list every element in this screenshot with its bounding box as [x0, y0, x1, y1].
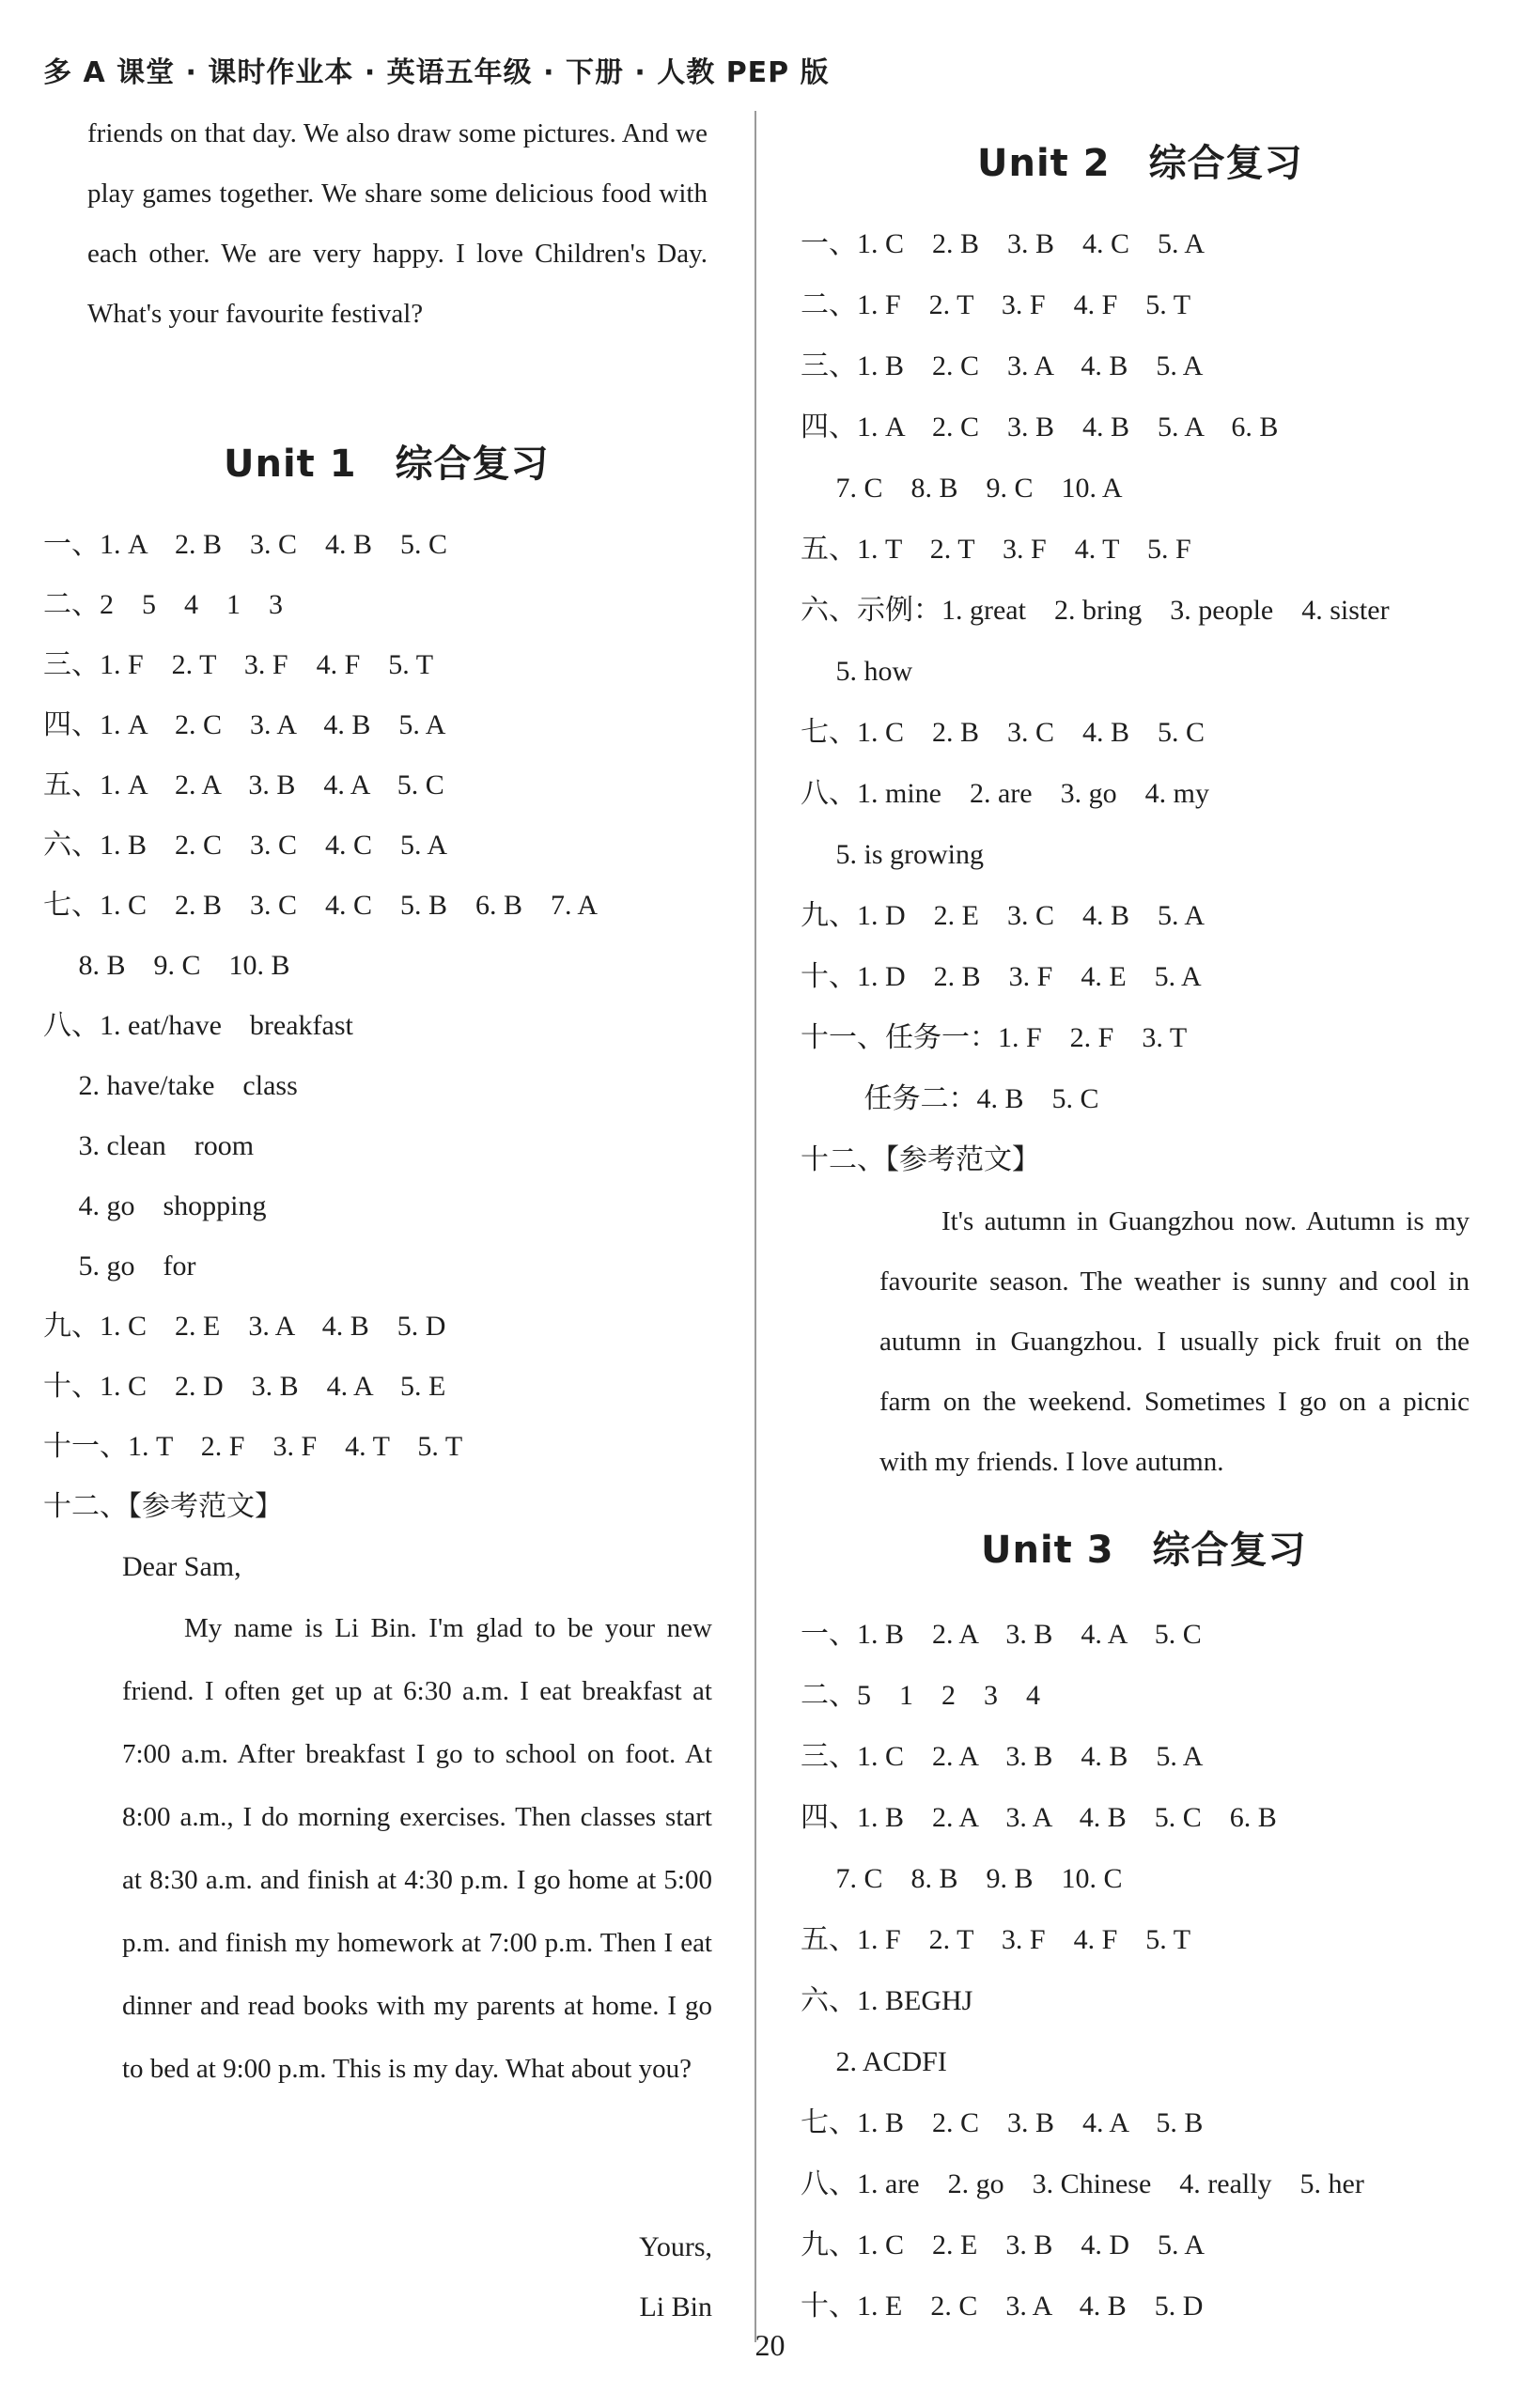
- answer-line: 七、1. B 2. C 3. B 4. A 5. B: [801, 2107, 1204, 2138]
- answer-line: 六、1. BEGHJ: [801, 1985, 973, 2016]
- page-header: 多 A 课堂 · 课时作业本 · 英语五年级 · 下册 · 人教 PEP 版: [43, 56, 830, 89]
- unit3-title: Unit 3 综合复习: [981, 1529, 1307, 1572]
- letter-greeting: Dear Sam,: [122, 1551, 241, 1582]
- answer-line: 2. ACDFI: [801, 2046, 947, 2077]
- answer-line: 十一、1. T 2. F 3. F 4. T 5. T: [43, 1431, 463, 1462]
- answer-line: 7. C 8. B 9. B 10. C: [801, 1863, 1123, 1894]
- answer-line: 三、1. F 2. T 3. F 4. F 5. T: [43, 649, 434, 680]
- answer-line: 二、5 1 2 3 4: [801, 1680, 1040, 1711]
- answer-line: 8. B 9. C 10. B: [43, 950, 290, 981]
- answer-line: 十、1. E 2. C 3. A 4. B 5. D: [801, 2291, 1204, 2322]
- answer-line: 五、1. T 2. T 3. F 4. T 5. F: [801, 534, 1191, 565]
- answer-line: 四、1. A 2. C 3. B 4. B 5. A 6. B: [801, 412, 1279, 443]
- letter-closing: Yours,: [639, 2231, 712, 2262]
- answer-line: 七、1. C 2. B 3. C 4. B 5. C: [801, 717, 1206, 748]
- answer-line: 十二、【参考范文】: [43, 1491, 283, 1522]
- answer-line: 九、1. C 2. E 3. A 4. B 5. D: [43, 1311, 446, 1342]
- answer-line: 7. C 8. B 9. C 10. A: [801, 473, 1123, 504]
- answer-line: 2. have/take class: [43, 1070, 298, 1101]
- answer-line: 三、1. C 2. A 3. B 4. B 5. A: [801, 1741, 1204, 1772]
- intro-essay: friends on that day. We also draw some pictures. And we play games together. We share some delicious food with each other. We are very happy. I love Children's Day. What's your favourite festival?: [87, 118, 708, 329]
- answer-line: 八、1. mine 2. are 3. go 4. my: [801, 778, 1209, 809]
- answer-line: 5. go for: [43, 1251, 196, 1282]
- letter-body: My name is Li Bin. I'm glad to be your new friend. I often get up at 6:30 a.m. I eat breakfast at 7:00 a.m. After breakfast I go to school on foot. At 8:00 a.m., I do morning exercises. Then classes start at 8:30 a.m. and finish at 4:30 p.m. I go home at 5:00 p.m. and finish my homework at 7:00 p.m. Then I eat dinner and read books with my parents at home. I go to bed at 9:00 p.m. This is my day. What about you?: [122, 1613, 712, 2084]
- answer-line: 3. clean room: [43, 1130, 255, 1161]
- answer-line: 四、1. B 2. A 3. A 4. B 5. C 6. B: [801, 1802, 1277, 1833]
- answer-line: 十二、【参考范文】: [801, 1144, 1040, 1175]
- answer-line: 任务二：4. B 5. C: [801, 1083, 1099, 1114]
- answer-line: 二、1. F 2. T 3. F 4. F 5. T: [801, 289, 1191, 320]
- answer-line: 5. how: [801, 656, 913, 687]
- unit2-essay: It's autumn in Guangzhou now. Autumn is my favourite season. The weather is sunny and cool in autumn in Guangzhou. I usually pick fruit on the farm on the weekend. Sometimes I go on a picnic with my friends. I love autumn.: [879, 1206, 1470, 1477]
- answer-line: 四、1. A 2. C 3. A 4. B 5. A: [43, 709, 446, 740]
- answer-line: 5. is growing: [801, 839, 984, 870]
- answer-line: 五、1. F 2. T 3. F 4. F 5. T: [801, 1924, 1191, 1955]
- answer-line: 六、1. B 2. C 3. C 4. C 5. A: [43, 830, 448, 861]
- answer-line: 一、1. A 2. B 3. C 4. B 5. C: [43, 529, 448, 560]
- unit2-title: Unit 2 综合复习: [977, 142, 1303, 185]
- answer-line: 七、1. C 2. B 3. C 4. C 5. B 6. B 7. A: [43, 890, 599, 921]
- answer-line: 一、1. C 2. B 3. B 4. C 5. A: [801, 228, 1206, 259]
- answer-line: 二、2 5 4 1 3: [43, 589, 283, 620]
- answer-line: 一、1. B 2. A 3. B 4. A 5. C: [801, 1619, 1202, 1650]
- answer-line: 十、1. C 2. D 3. B 4. A 5. E: [43, 1371, 446, 1402]
- unit1-title: Unit 1 综合复习: [224, 443, 550, 486]
- column-divider: [754, 111, 756, 2342]
- answer-line: 4. go shopping: [43, 1190, 267, 1221]
- answer-line: 九、1. C 2. E 3. B 4. D 5. A: [801, 2229, 1206, 2260]
- answer-line: 十一、任务一：1. F 2. F 3. T: [801, 1022, 1188, 1053]
- answer-line: 八、1. eat/have breakfast: [43, 1010, 353, 1041]
- answer-line: 九、1. D 2. E 3. C 4. B 5. A: [801, 900, 1206, 931]
- letter-signature: Li Bin: [639, 2291, 712, 2323]
- answer-line: 五、1. A 2. A 3. B 4. A 5. C: [43, 769, 444, 800]
- answer-line: 三、1. B 2. C 3. A 4. B 5. A: [801, 350, 1204, 381]
- answer-line: 八、1. are 2. go 3. Chinese 4. really 5. her: [801, 2168, 1364, 2199]
- answer-line: 六、示例：1. great 2. bring 3. people 4. sister: [801, 595, 1390, 626]
- page-number: 20: [754, 2328, 786, 2362]
- answer-line: 十、1. D 2. B 3. F 4. E 5. A: [801, 961, 1202, 992]
